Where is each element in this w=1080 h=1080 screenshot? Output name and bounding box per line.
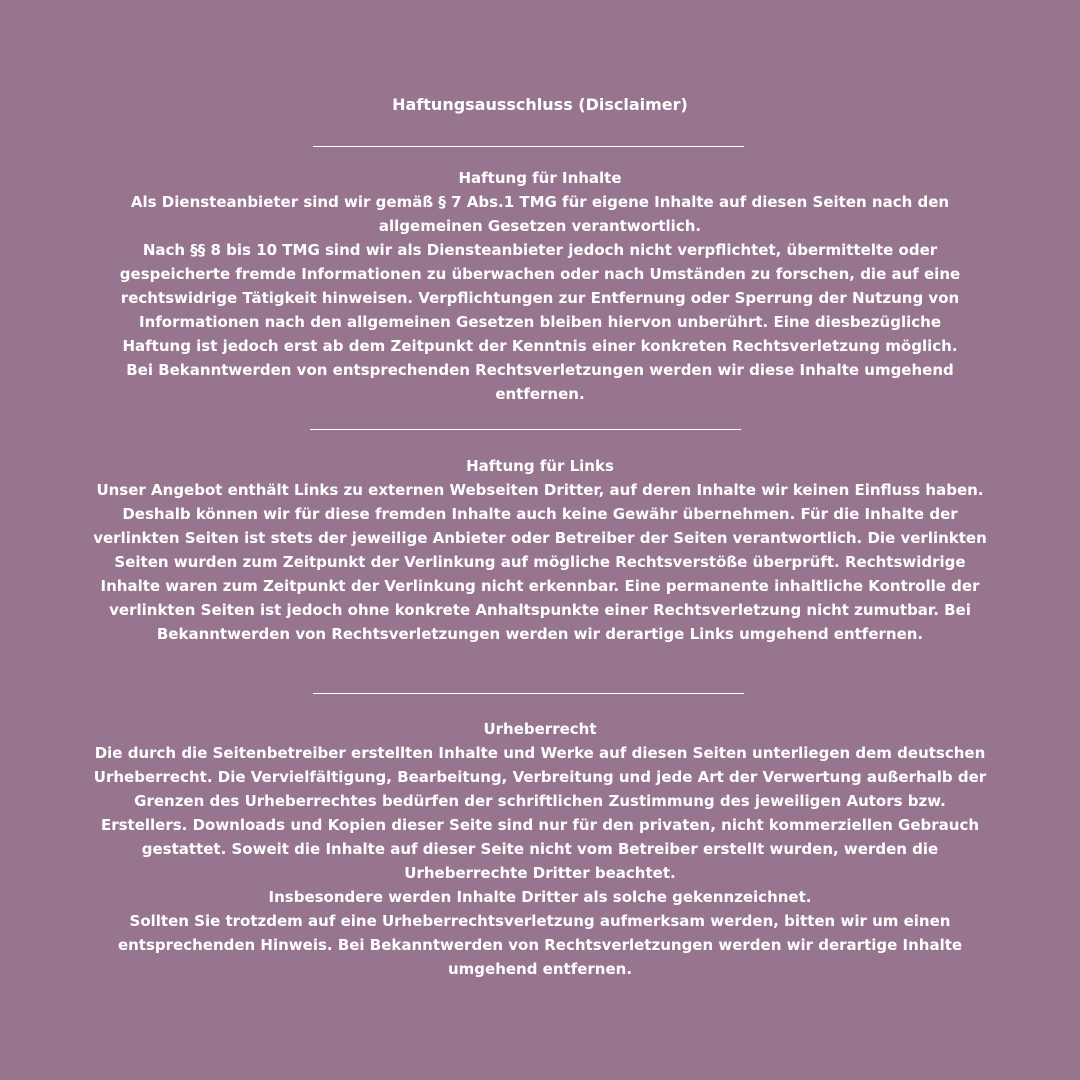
section-paragraph: Unser Angebot enthält Links zu externen Webseiten Dritter, auf deren Inhalte wir keinen Einfluss haben. Deshalb können wir für diese fremden Inhalte auch keine Gewähr übernehmen. Für die Inhalte der verlinkten Seiten ist stets der jeweilige Anbieter oder Betreiber der Seiten verantwortlich. Die verlinkten Seiten wurden zum Zeitpunkt der Verlinkung auf mögliche Rechtsverstöße überprüft. Rechtswidrige Inhalte waren zum Zeitpunkt der Verlinkung nicht erkennbar. Eine permanente inhaltliche Kontrolle der verlinkten Seiten ist jedoch ohne konkrete Anhaltspunkte einer Rechtsverletzung nicht zumutbar. Bei Bekanntwerden von Rechtsverletzungen werden wir derartige Links umgehend entfernen. [93, 481, 987, 643]
section-haftung-inhalte [90, 166, 990, 406]
section-paragraph: Insbesondere werden Inhalte Dritter als solche gekennzeichnet. [268, 888, 812, 906]
divider [313, 693, 744, 694]
section-paragraph: Sollten Sie trotzdem auf eine Urheberrechtsverletzung aufmerksam werden, bitten wir um einen entsprechenden Hinweis. Bei Bekanntwerden von Rechtsverletzungen werden wir derartige Inhalte umgehend entfernen. [117, 912, 963, 978]
section-haftung-links [90, 454, 990, 646]
divider [310, 429, 741, 430]
divider [313, 146, 744, 147]
section-heading: Haftung für Links [466, 457, 614, 475]
section-paragraph: Nach §§ 8 bis 10 TMG sind wir als Diensteanbieter jedoch nicht verpflichtet, übermittelte oder gespeicherte fremde Informationen zu überwachen oder nach Umständen zu forschen, die auf eine rechtswidrige Tätigkeit hinweisen. Verpflichtungen zur Entfernung oder Sperrung der Nutzung von Informationen nach den allgemeinen Gesetzen bleiben hiervon unberührt. Eine diesbezügliche Haftung ist jedoch erst ab dem Zeitpunkt der Kenntnis einer konkreten Rechtsverletzung möglich. Bei Bekanntwerden von entsprechenden Rechtsverletzungen werden wir diese Inhalte umgehend entfernen. [119, 241, 961, 403]
section-heading: Haftung für Inhalte [458, 169, 622, 187]
page-title: Haftungsausschluss (Disclaimer) [392, 95, 688, 114]
section-urheberrecht [90, 717, 990, 981]
section-paragraph: Die durch die Seitenbetreiber erstellten Inhalte und Werke auf diesen Seiten unterliegen dem deutschen Urheberrecht. Die Vervielfältigung, Bearbeitung, Verbreitung und jede Art der Verwertung außerhalb der Grenzen des Urheberrechtes bedürfen der schriftlichen Zustimmung des jeweiligen Autors bzw. Erstellers. Downloads und Kopien dieser Seite sind nur für den privaten, nicht kommerziellen Gebrauch gestattet. Soweit die Inhalte auf dieser Seite nicht vom Betreiber erstellt wurden, werden die Urheberrechte Dritter beachtet. [93, 744, 987, 882]
section-paragraph: Als Diensteanbieter sind wir gemäß § 7 Abs.1 TMG für eigene Inhalte auf diesen Seiten nach den allgemeinen Gesetzen verantwortlich. [130, 193, 950, 235]
section-heading: Urheberrecht [483, 720, 597, 738]
